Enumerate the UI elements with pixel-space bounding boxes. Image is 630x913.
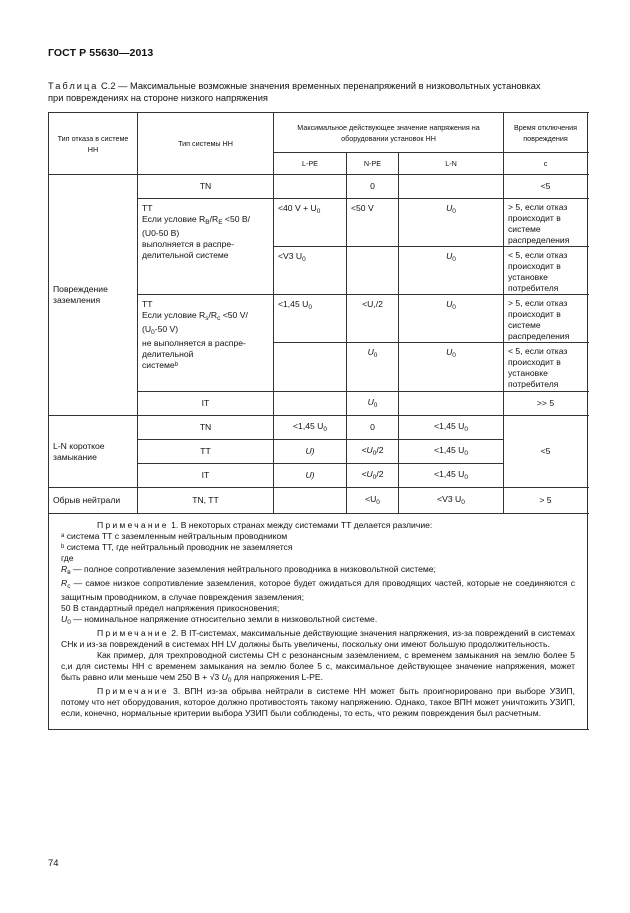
def-rb: — полное сопротивление заземления нейтрального проводника в низковольтной системе; bbox=[70, 564, 436, 574]
row-tt2-ln-b: $U_0$ bbox=[399, 343, 504, 392]
header-npe: N-PE bbox=[347, 153, 399, 175]
row-tt1-npe-a: <50 V bbox=[347, 199, 399, 247]
row-neutral-fault: Обрыв нейтрали bbox=[49, 488, 138, 514]
row-tt1-system: TT Если условие $R_B/R_E <50$ В/ (U0-50 В) выполняется в распре- делительной системе bbox=[138, 199, 274, 295]
def-u0: — номинальное напряжение относительно земли в низковольтной системе. bbox=[70, 614, 378, 624]
row-tt1-time-b: < 5, если отказ происходит в установке потребителя bbox=[504, 247, 588, 295]
row-it-ln bbox=[399, 392, 504, 416]
note2-text: 2. В IT-системах, максимальные действующие значения напряжения, из-за повреждений в системах СНк и из-за повреждений в системах НН LV должны быть увеличены, поскольку они имеют большую продолжительность. bbox=[61, 628, 576, 649]
footnote-a: система ТТ с заземленным нейтральным проводником bbox=[64, 531, 288, 541]
row-tn-lpe bbox=[274, 175, 347, 199]
group-ln-time: <5 bbox=[504, 416, 588, 488]
row-ln-tn-npe: 0 bbox=[347, 416, 399, 440]
note1-text: 1. В некоторых странах между системами ТТ делается различие: bbox=[168, 520, 433, 530]
row-it-lpe bbox=[274, 392, 347, 416]
row-it-time: >> 5 bbox=[504, 392, 588, 416]
row-neutral-npe: $<U_0$ bbox=[347, 488, 399, 514]
row-ln-tt-system: TT bbox=[138, 440, 274, 464]
voltage-table bbox=[48, 112, 588, 730]
header-max-voltage: Максимальное действующее значение напряжения на оборудовании установок НН bbox=[274, 113, 504, 153]
row-tn-npe: 0 bbox=[347, 175, 399, 199]
table-caption bbox=[48, 80, 588, 104]
row-tt1-lpe-b: <V3 $U_0$ bbox=[274, 247, 347, 295]
row-tt1-ln-a: $U_0$ bbox=[399, 199, 504, 247]
row-tt1-time-a: > 5, если отказ происходит в системе распределения bbox=[504, 199, 588, 247]
caption-label: Таблица bbox=[48, 81, 99, 91]
row-neutral-lpe bbox=[274, 488, 347, 514]
row-tn-system: TN bbox=[138, 175, 274, 199]
def-re: — самое низкое сопротивление заземления, которое будет ожидаться для проводящих частей, которые не соединяются с защитным проводником, в случае повреждения заземления; bbox=[61, 578, 576, 602]
row-tt1-npe-b bbox=[347, 247, 399, 295]
header-disconnect-time: Время отключения повреждения bbox=[504, 113, 588, 153]
document-title: ГОСТ Р 55630—2013 bbox=[48, 47, 154, 59]
note3-label: Примечание bbox=[97, 686, 169, 696]
group-ln-short: L-N короткое замыкание bbox=[49, 416, 138, 488]
header-lpe: L-PE bbox=[274, 153, 347, 175]
row-tt2-ln-a: $U_0$ bbox=[399, 295, 504, 343]
row-tn-time: <5 bbox=[504, 175, 588, 199]
row-tt2-lpe-b bbox=[274, 343, 347, 392]
def-50v: 50 В стандартный предел напряжения прикосновения; bbox=[61, 603, 280, 613]
row-neutral-system: TN, TT bbox=[138, 488, 274, 514]
row-it-system: IT bbox=[138, 392, 274, 416]
group-earth-fault: Повреждение заземления bbox=[49, 175, 138, 416]
row-tt2-time-b: < 5, если отказ происходит в установке потребителя bbox=[504, 343, 588, 392]
row-tt2-time-a: > 5, если отказ происходит в системе распределения bbox=[504, 295, 588, 343]
row-ln-tt-ln: <1,45 $U_0$ bbox=[399, 440, 504, 464]
row-tt2-npe-b: $U_0$ bbox=[347, 343, 399, 392]
row-ln-it-npe: $<U_0/2$ bbox=[347, 464, 399, 488]
row-ln-it-ln: <1,45 $U_0$ bbox=[399, 464, 504, 488]
row-ln-tt-lpe: U) bbox=[274, 440, 347, 464]
notes-section: Примечание 1. В некоторых странах между системами ТТ делается различие: $^a$ система ТТ с заземленным нейтральным проводником $^b$ система ТТ, где нейтральный проводник не заземляется где $R_в$ — полное сопротивление заземления нейтрального проводника в низковольтной системе; $R_c$ — самое низкое сопротивление заземления, которое будет ожидаться для проводящих частей, которые не соединяются с защитным проводником, в случае повреждения заземления; 50 В стандартный предел напряжения прикосновения; $U_0$ — номинальное напряжение относительно земли в низковольтной системе. Примечание 2. В IT-системах, максимальные действующие значения напряжения, из-за повреждений в системах СНк и из-за повреждений в системах НН LV должны быть увеличены, поскольку они имеют большую продолжительность. Как пример, для трехпроводной системы СН с резонансным заземлением, с временем замыкания на землю более 5 с,и для системы НН с временем замыкания на землю более 5 с, максимальное действующее значение напряжения, может быть равно или меньше чем 250 В + √3 $U_0$ для напряжения L-PE. Примечание 3. ВПН из-за обрыва нейтрали в системе НН может быть проигнорировано при выборе УЗИП, потому что нет оборудования, которое должно противостоять такому напряжению. Однако, такое ВПН может уничтожить УЗИП, если, конечно, нормальные критерии выбора УЗИП были соблюдены, то есть, что режим повреждения был расчетным. bbox=[49, 514, 588, 730]
example-text: Как пример, для трехпроводной системы СН с резонансным заземлением, с временем замыкания на землю более 5 с,и для системы НН с временем замыкания на землю более 5 с, максимальное действующее значение напряжения, может быть равно или меньше чем 250 В + bbox=[61, 650, 576, 682]
row-ln-it-system: IT bbox=[138, 464, 274, 488]
header-system-type: Тип системы НН bbox=[138, 113, 274, 175]
row-ln-tn-lpe: <1,45 $U_0$ bbox=[274, 416, 347, 440]
header-fault-type: Тип отказа в системе НН bbox=[49, 113, 138, 175]
row-ln-tn-system: TN bbox=[138, 416, 274, 440]
row-neutral-ln: <V3 $U_0$ bbox=[399, 488, 504, 514]
note1-label: Примечание bbox=[97, 520, 169, 530]
row-tt2-npe-a: <U,/2 bbox=[347, 295, 399, 343]
row-neutral-time: > 5 bbox=[504, 488, 588, 514]
row-ln-tt-npe: $<U_0/2$ bbox=[347, 440, 399, 464]
footnote-b: система ТТ, где нейтральный проводник не заземляется bbox=[64, 542, 293, 552]
row-tt2-system: TT Если условие $R_s/R_c <50$ V/ ($U_0-50$ V) не выполняется в распре- делительной системе$^b$ bbox=[138, 295, 274, 392]
page-number: 74 bbox=[48, 858, 59, 869]
where-label: где bbox=[61, 553, 74, 563]
header-unit: с bbox=[504, 153, 588, 175]
row-it-npe: $U_0$ bbox=[347, 392, 399, 416]
row-ln-tn-ln: <1,45 $U_0$ bbox=[399, 416, 504, 440]
header-ln: L-N bbox=[399, 153, 504, 175]
note2-label: Примечание bbox=[97, 628, 169, 638]
note3-text: 3. ВПН из-за обрыва нейтрали в системе НН может быть проигнорировано при выборе УЗИП, потому что нет оборудования, которое должно противостоять такому напряжению. Однако, такое ВПН может уничтожить УЗИП, если, конечно, нормальные критерии выбора УЗИП были соблюдены, то есть, что режим повреждения был расчетным. bbox=[61, 686, 576, 718]
caption-text-1: С.2 — Максимальные возможные значения временных перенапряжений в низковольтных установках bbox=[98, 81, 541, 91]
row-tt1-lpe-a: <40 $V + U_0$ bbox=[274, 199, 347, 247]
row-ln-it-lpe: U) bbox=[274, 464, 347, 488]
row-tt1-ln-b: $U_0$ bbox=[399, 247, 504, 295]
caption-text-2: при повреждениях на стороне низкого напряжения bbox=[48, 93, 268, 103]
row-tn-ln bbox=[399, 175, 504, 199]
row-tt2-lpe-a: <1,45 $U_0$ bbox=[274, 295, 347, 343]
